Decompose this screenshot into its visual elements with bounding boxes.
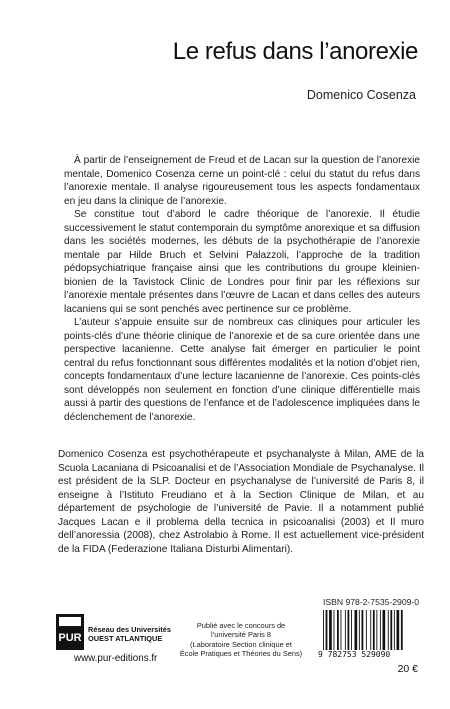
summary-paragraph: Se constitue tout d’abord le cadre théorique de l’anorexie. Il étudie successivement le statut contemporain du symptôme anorexique et sa diffusion dans les sociétés modernes, les débuts de la psychothérapie de l’anorexie mentale par Hilde Bruch et Selvini Palazzoli, l’approche de la tradition pédopsychiatrique française ainsi que les contributions du groupe kleinien-bionien de la Tavistock Clinic de Londres pour finir par les réflexions sur l’anorexie mentale présentes dans l’œuvre de Lacan et dans celles des auteurs lacaniens qui se sont penchés avec pertinence sur ce problème.: [64, 209, 420, 315]
support-note-line: l’université Paris 8: [211, 630, 271, 640]
logo-line-2: OUEST ATLANTIQUE: [88, 633, 163, 643]
logo-text: [88, 626, 171, 643]
price: 20 €: [397, 663, 418, 675]
support-note-line: Publié avec le concours de: [196, 621, 286, 630]
book-title: Le refus dans l’anorexie: [172, 38, 418, 65]
bio-paragraph: Domenico Cosenza est psychothérapeute et psychanalyste à Milan, AME de la Scuola Lacaniana di Psicoanalisi et de l’Association Mondiale de Psychanalyse. Il est président de la SLP. Docteur en psychanalyse de l’université de Paris 8, il enseigne à l’Istituto Freudiano et à la Section Clinique de Milan, et au département de psychologie de l’université de Pavie. Il a notamment publié Jacques Lacan e il problema della tecnica in psicoanalisi (2003) et Il muro dell’anoressia (2008), chez Astrolabio à Rome. Il est actuellement vice-président de la FIDA (Federazione Italiana Disturbi Alimentari).: [58, 449, 424, 555]
logo-letters: PUR: [58, 632, 82, 644]
support-note: [178, 621, 304, 659]
publisher-logo: [56, 614, 171, 652]
summary-paragraph: À partir de l’enseignement de Freud et de Lacan sur la question de l’anorexie mentale, Domenico Cosenza cerne un point-clé : celui du statut du refus dans l’anorexie mentale. Il analyse rigoureusement tous les aspects fondamentaux en jeu dans la clinique de l’anorexie.: [64, 155, 420, 207]
isbn: ISBN 978-2-7535-2909-0: [323, 597, 420, 607]
barcode-icon: [322, 610, 418, 650]
support-note-line: École Pratiques et Théories du Sens): [179, 649, 303, 659]
summary-block: [64, 154, 420, 424]
publisher-url[interactable]: www.pur-editions.fr: [74, 653, 158, 664]
book-author: Domenico Cosenza: [306, 88, 416, 102]
logo-line-1: Réseau des Universités: [88, 625, 171, 634]
support-note-line: (Laboratoire Section clinique et: [190, 639, 292, 649]
summary-paragraph: L’auteur s’appuie ensuite sur de nombreux cas cliniques pour articuler les points-clés d’une théorie clinique de l’anorexie et de sa cure orientée dans une perspective lacanienne. Cette analyse fait émerger en particulier le point central du refus fonctionnant sous différentes modalités et la notion d’objet rien, concepts fondamentaux d’une lecture lacanienne de l’anorexie. Ces points-clés sont développés non seulement en fonction d’une clinique différentielle mais aussi à partir des questions de l’enfance et de l’adolescence impliquées dans le déclenchement de l’anorexie.: [64, 317, 420, 423]
barcode-digits: 9 782753 529090: [318, 650, 391, 659]
author-bio: [58, 448, 424, 556]
pur-logo-icon: [56, 614, 84, 650]
